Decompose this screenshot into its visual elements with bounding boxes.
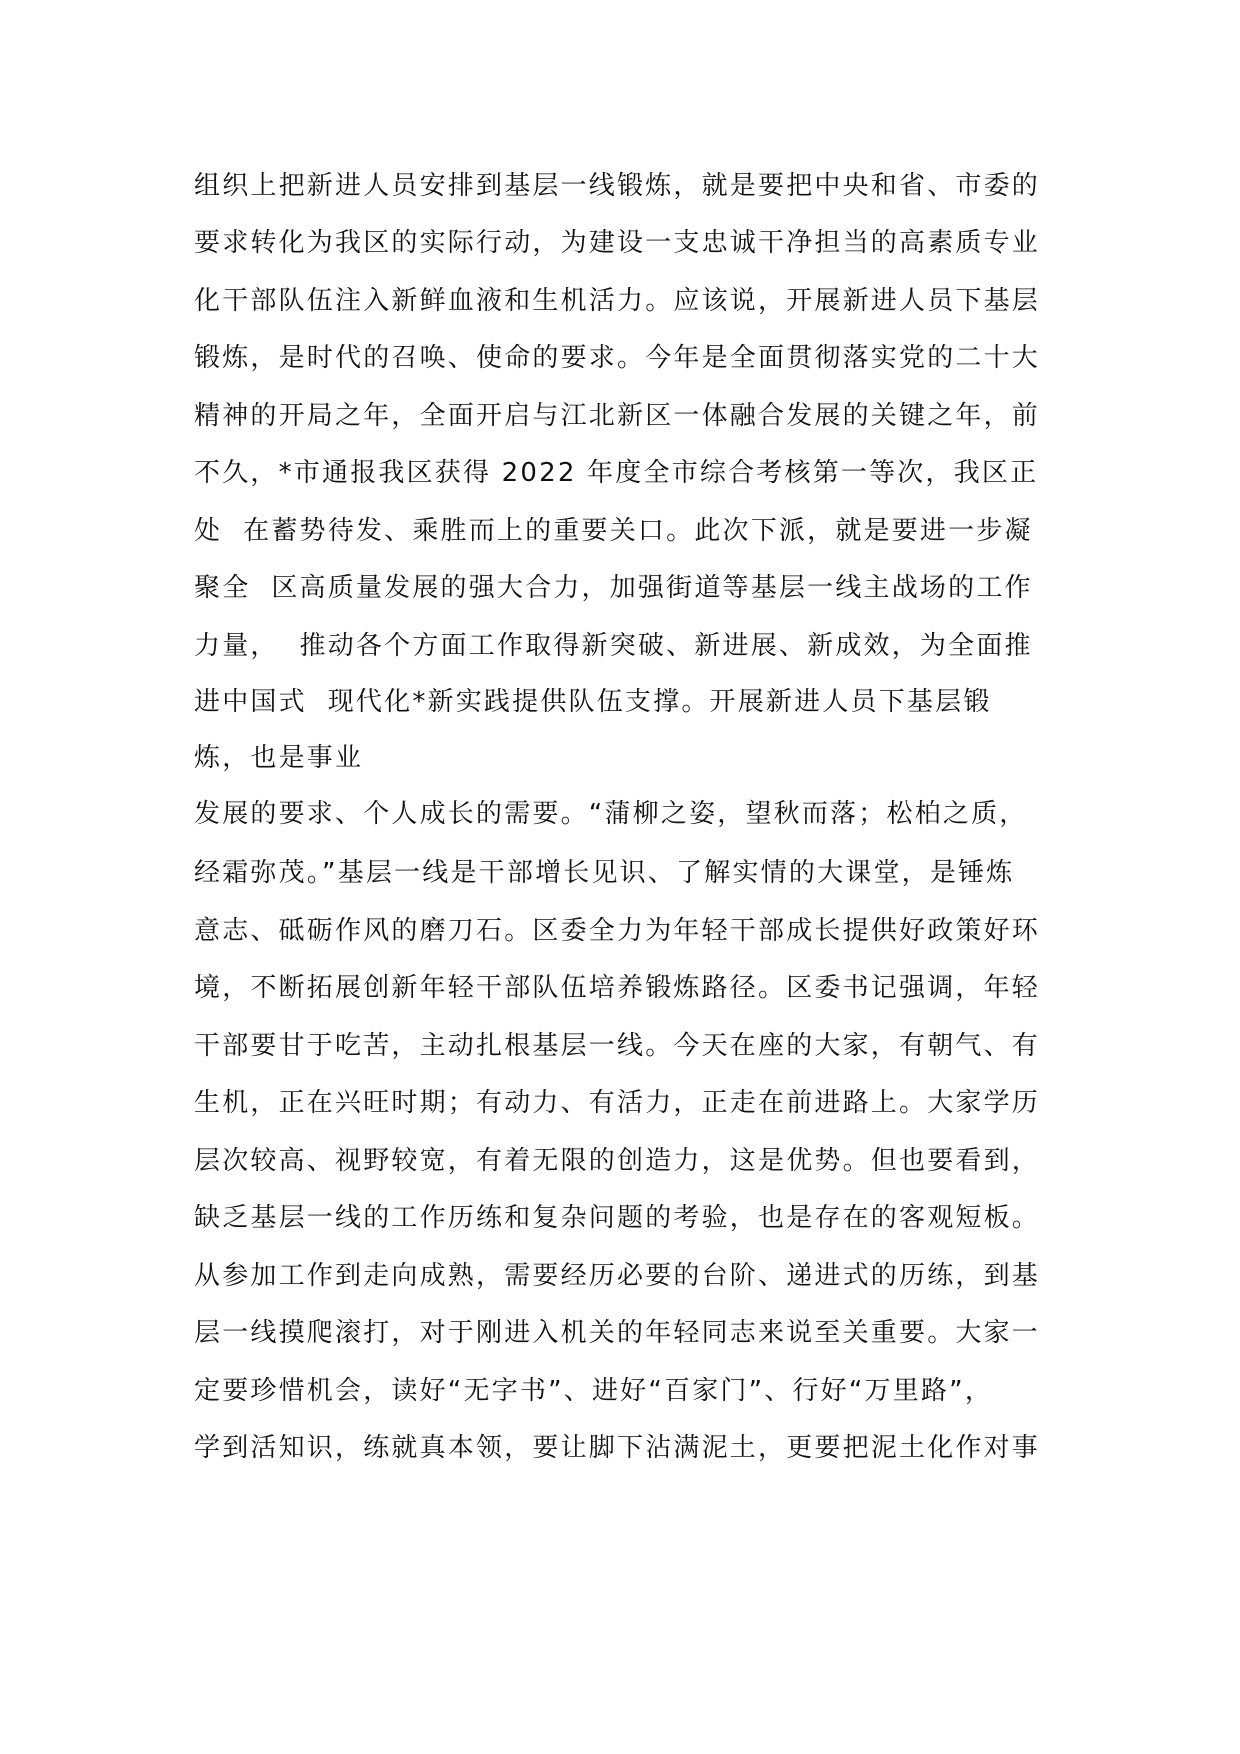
text-line: 聚全 区高质量发展的强大合力，加强街道等基层一线主战场的工作 [194, 573, 1033, 603]
text-line: 进中国式 现代化*新实践提供队伍支撑。开展新进人员下基层锻 [194, 687, 992, 717]
text-line: 发展的要求、个人成长的需要。“蒲柳之姿，望秋而落；松柏之质， [194, 799, 1028, 829]
text-line: 生机，正在兴旺时期；有动力、有活力，正走在前进路上。大家学历 [194, 1088, 1041, 1118]
text-line: 从参加工作到走向成熟，需要经历必要的台阶、递进式的历练，到基 [194, 1261, 1041, 1291]
text-line: 缺乏基层一线的工作历练和复杂问题的考验，也是存在的客观短板。 [194, 1203, 1041, 1233]
text-line: 层次较高、视野较宽，有着无限的创造力，这是优势。但也要看到， [194, 1146, 1041, 1176]
text-line: 炼，也是事业 [194, 743, 364, 773]
text-line: 力量， 推动各个方面工作取得新突破、新进展、新成效，为全面推 [194, 631, 1033, 661]
text-line: 锻炼，是时代的召唤、使命的要求。今年是全面贯彻落实党的二十大 [194, 343, 1041, 373]
text-line: 化干部队伍注入新鲜血液和生机活力。应该说，开展新进人员下基层 [194, 286, 1041, 316]
text-line: 层一线摸爬滚打，对于刚进入机关的年轻同志来说至关重要。大家一 [194, 1318, 1041, 1348]
text-line: 要求转化为我区的实际行动，为建设一支忠诚干净担当的高素质专业 [194, 228, 1041, 258]
text-line: 干部要甘于吃苦，主动扎根基层一线。今天在座的大家，有朝气、有 [194, 1031, 1041, 1061]
text-line: 定要珍惜机会，读好“无字书”、进好“百家门”、行好“万里路”， [194, 1376, 994, 1406]
text-line: 经霜弥茂。”基层一线是干部增长见识、了解实情的大课堂，是锤炼 [194, 858, 1015, 888]
text-line: 境，不断拓展创新年轻干部队伍培养锻炼路径。区委书记强调，年轻 [194, 973, 1041, 1003]
text-line: 学到活知识，练就真本领，要让脚下沾满泥土，更要把泥土化作对事 [194, 1433, 1041, 1463]
text-line: 处 在蓄势待发、乘胜而上的重要关口。此次下派，就是要进一步凝 [194, 516, 1033, 546]
text-line: 不久，*市通报我区获得 2022 年度全市综合考核第一等次，我区正 [194, 458, 1039, 488]
text-line: 意志、砥砺作风的磨刀石。区委全力为年轻干部成长提供好政策好环 [194, 916, 1041, 946]
text-line: 精神的开局之年，全面开启与江北新区一体融合发展的关键之年，前 [194, 401, 1041, 431]
text-line: 组织上把新进人员安排到基层一线锻炼，就是要把中央和省、市委的 [194, 171, 1041, 201]
